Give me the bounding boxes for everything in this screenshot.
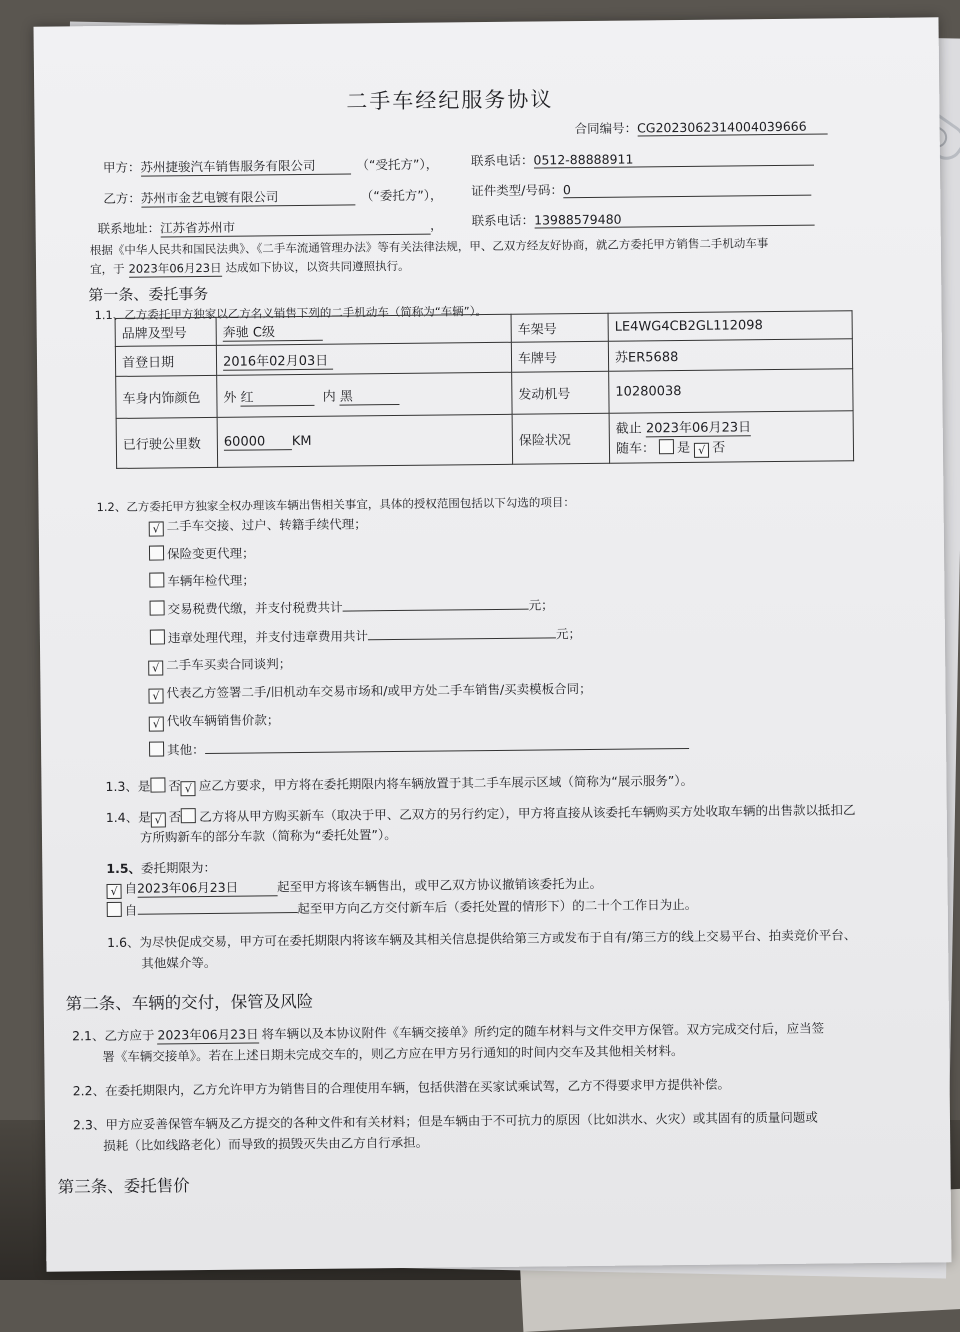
mileage-label: 已行驶公里数 bbox=[116, 417, 218, 468]
interior-label: 内 bbox=[322, 389, 336, 405]
agreement-page bbox=[34, 17, 952, 1271]
authorization-option bbox=[149, 710, 280, 731]
authorization-option-checkbox[interactable] bbox=[149, 545, 164, 560]
party-b-id-label: 证件类型/号码： bbox=[471, 182, 564, 199]
clause-2-1: 2.1、乙方应于 2023年06月23日 将车辆以及本协议附件《车辆交接单》所约定的随车材料与文件交甲方保管。双方完成交付后，应当签 bbox=[71, 1020, 825, 1044]
brand-label: 品牌及型号 bbox=[115, 317, 216, 346]
amount-unit: 元； bbox=[528, 597, 554, 613]
interior-color: 黑 bbox=[340, 384, 400, 405]
contact-phone-label: 联系电话： bbox=[471, 212, 535, 229]
agreement-date: 2023年06月23日 bbox=[128, 260, 222, 276]
party-b-id-row bbox=[471, 178, 811, 200]
plate-label: 车牌号 bbox=[511, 341, 608, 372]
other-blank bbox=[204, 734, 688, 754]
contact-address: 江苏省苏州市 bbox=[160, 216, 430, 238]
clause-1-4-no-checkbox[interactable] bbox=[181, 808, 196, 823]
mileage-value bbox=[217, 414, 513, 467]
authorization-option-label: 车辆年检代理； bbox=[167, 572, 255, 589]
insurance-until: 截止 2023年06月23日 bbox=[616, 415, 847, 437]
plate-value: 苏ER5688 bbox=[608, 339, 852, 372]
clause-1-3-no-checkbox[interactable]: √ bbox=[181, 781, 196, 796]
clause-1-3: 1.3、是 否 √ 应乙方要求，甲方将在委托期限内将车辆放置于其二手车展示区域（简称为“展示服务”）。 bbox=[105, 772, 694, 796]
party-b-id-value: 0 bbox=[563, 180, 811, 199]
insurance-no-checkbox[interactable]: √ bbox=[694, 443, 709, 458]
clause-1-2: 1.2、乙方委托甲方独家全权办理该车辆出售相关事宜，具体的授权范围包括以下勾选的项目： bbox=[96, 495, 575, 515]
party-a-row bbox=[103, 155, 438, 178]
exterior-color: 红 bbox=[240, 385, 314, 406]
vin-label: 车架号 bbox=[511, 313, 608, 342]
contract-number-value: CG2023062314004039666 bbox=[637, 118, 827, 136]
party-b-role: （“委托方”） bbox=[360, 187, 431, 204]
clause-2-3-line-2: 损耗（比如线路老化）而导致的损毁灭失由乙方自行承担。 bbox=[103, 1134, 429, 1154]
term-start-date: 2023年06月23日 bbox=[137, 877, 277, 897]
color-label: 车身内饰颜色 bbox=[116, 375, 217, 418]
authorization-option-checkbox[interactable]: √ bbox=[148, 688, 163, 703]
engine-value: 10280038 bbox=[609, 369, 853, 414]
contact-phone: 13988579480 bbox=[534, 210, 814, 229]
party-b-name: 苏州市金艺电镀有限公司 bbox=[141, 186, 355, 207]
mileage-unit: KM bbox=[291, 433, 312, 449]
exterior-label: 外 bbox=[223, 390, 237, 406]
article-2-heading: 第二条、车辆的交付，保管及风险 bbox=[65, 991, 314, 1014]
authorization-option-label: 二手车交接、过户、转籍手续代理； bbox=[166, 516, 367, 534]
authorization-option-checkbox[interactable] bbox=[149, 741, 164, 756]
clause-1-4-yes-checkbox[interactable]: √ bbox=[151, 812, 166, 827]
party-a-name: 苏州捷骏汽车销售服务有限公司 bbox=[140, 155, 350, 176]
amount-blank bbox=[343, 595, 529, 612]
preamble-prefix: 宜，于 bbox=[89, 261, 125, 277]
preamble-suffix: 达成如下协议，以资共同遵照执行。 bbox=[225, 258, 410, 275]
vin-value: LE4WG4CB2GL112098 bbox=[608, 311, 852, 342]
amount-unit: 元； bbox=[555, 626, 582, 642]
term-option-2-date-blank bbox=[137, 898, 297, 915]
clause-2-3: 2.3、甲方应妥善保管车辆及乙方提交的各种文件和有关材料；但是车辆由于不可抗力的原因（比如洪水、火灾）或其固有的质量问题或 bbox=[72, 1109, 818, 1133]
insurance-no-label: 否 bbox=[712, 440, 726, 456]
authorization-option-checkbox[interactable]: √ bbox=[149, 521, 164, 536]
clause-1-4-line-2: 方所购新车的部分车款（简称为“委托处置”）。 bbox=[139, 827, 397, 845]
insurance-label: 保险状况 bbox=[512, 413, 610, 464]
authorization-option-checkbox[interactable] bbox=[149, 572, 164, 587]
contract-number-label: 合同编号： bbox=[574, 120, 638, 137]
vehicle-info-table bbox=[115, 310, 855, 469]
clause-1-1: 1.1、乙方委托甲方独家以乙方名义销售下列的二手机动车（简称为“车辆”）。 bbox=[94, 304, 488, 323]
authorization-option bbox=[148, 654, 291, 675]
amount-blank bbox=[368, 623, 556, 640]
party-a-phone-row bbox=[471, 148, 814, 170]
table-row bbox=[116, 411, 853, 469]
first-reg-label: 首登日期 bbox=[115, 345, 216, 376]
insurance-yes-checkbox[interactable] bbox=[659, 439, 674, 454]
mileage-number: 60000 bbox=[224, 434, 292, 451]
term-option-2: 自 起至甲方向乙方交付新车后（委托处置的情形下）的二十个工作日为止。 bbox=[107, 894, 698, 919]
clause-1-3-yes-checkbox[interactable] bbox=[150, 777, 165, 792]
authorization-option bbox=[150, 594, 554, 617]
contract-number bbox=[575, 116, 828, 137]
clause-1-6: 1.6、为尽快促成交易，甲方可在委托期限内将该车辆及其相关信息提供给第三方或发布于自有/第三方的线上交易平台、拍卖竞价平台、 bbox=[107, 927, 857, 951]
authorization-option-checkbox[interactable] bbox=[150, 629, 165, 644]
authorization-option bbox=[148, 679, 591, 704]
authorization-option-label: 保险变更代理； bbox=[166, 545, 255, 562]
brand-value: 奔驰 C级 bbox=[216, 314, 511, 345]
party-b-row bbox=[103, 185, 442, 208]
authorization-option bbox=[149, 543, 255, 562]
insurance-follow: 随车： 是 √ 否 bbox=[615, 440, 726, 457]
contact-address-label: 联系地址： bbox=[97, 220, 161, 237]
authorization-option bbox=[149, 734, 689, 759]
term-option-1-checkbox[interactable]: √ bbox=[106, 884, 121, 899]
party-b-sep: ， bbox=[429, 187, 443, 203]
clause-1-6-line-2: 其他媒介等。 bbox=[141, 954, 217, 971]
clause-1-5: 1.5、委托期限为： bbox=[106, 859, 217, 877]
party-b-label: 乙方： bbox=[103, 190, 141, 207]
document-title: 二手车经纪服务协议 bbox=[346, 87, 554, 114]
authorization-option-label: 代收车辆销售价款； bbox=[166, 712, 280, 729]
authorization-option-label: 违章处理代理，并支付违章费用共计 bbox=[167, 628, 368, 646]
contact-sep: ， bbox=[430, 217, 443, 233]
article-3-heading: 第三条、委托售价 bbox=[57, 1176, 190, 1197]
authorization-option-checkbox[interactable]: √ bbox=[149, 716, 164, 731]
engine-label: 发动机号 bbox=[512, 371, 609, 414]
authorization-option bbox=[149, 570, 255, 589]
clause-1-4: 1.4、是 √ 否 乙方将从甲方购买新车（取决于甲、乙双方的另行约定），甲方将直接从该委托车辆购买方处收取车辆的出售款以抵扣乙 bbox=[105, 802, 856, 827]
article-1-heading: 第一条、委托事务 bbox=[88, 284, 209, 305]
party-a-sep: ， bbox=[425, 156, 439, 172]
preamble-line-1: 根据《中华人民共和国民法典》、《二手车流通管理办法》等有关法律法规，甲、乙双方经友好协商，就乙方委托甲方销售二手机动车事 bbox=[89, 236, 769, 258]
clause-2-2: 2.2、在委托期限内，乙方允许甲方为销售目的合理使用车辆，包括供潜在买家试乘试驾，乙方不得要求甲方提供补偿。 bbox=[72, 1076, 731, 1099]
party-a-phone: 0512-88888911 bbox=[533, 150, 813, 169]
authorization-option bbox=[150, 623, 581, 647]
preamble-line-2 bbox=[90, 258, 410, 278]
contact-phone-row bbox=[471, 208, 814, 230]
color-value bbox=[217, 372, 512, 417]
authorization-option bbox=[149, 514, 367, 536]
contact-row bbox=[98, 215, 443, 238]
clause-2-1-line-2: 署《车辆交接单》。若在上述日期未完成交车的，则乙方应在甲方另行通知的时间内交车及其他相关材料。 bbox=[102, 1043, 684, 1065]
authorization-option-label: 代表乙方签署二手/旧机动车交易市场和/或甲方处二手车销售/买卖模板合同； bbox=[166, 680, 592, 701]
authorization-option-checkbox[interactable]: √ bbox=[148, 660, 163, 675]
insurance-value bbox=[609, 411, 854, 464]
authorization-option-checkbox[interactable] bbox=[150, 600, 165, 615]
authorization-option-label: 二手车买卖合同谈判； bbox=[166, 656, 292, 673]
first-reg-value: 2016年02月03日 bbox=[216, 342, 511, 375]
party-a-role: （“受托方”） bbox=[356, 156, 426, 173]
delivery-date: 2023年06月23日 bbox=[157, 1026, 259, 1043]
party-a-phone-label: 联系电话： bbox=[470, 152, 534, 169]
party-a-label: 甲方： bbox=[102, 159, 141, 176]
term-option-2-checkbox[interactable] bbox=[107, 902, 122, 917]
authorization-option-label: 交易税费代缴，并支付税费共计 bbox=[167, 599, 343, 617]
insurance-yes-label: 是 bbox=[677, 440, 691, 457]
term-option-1: √ 自2023年06月23日 起至甲方将该车辆售出，或甲乙双方协议撤销该委托为止。 bbox=[106, 874, 602, 899]
authorization-option-label: 其他： bbox=[167, 742, 205, 758]
